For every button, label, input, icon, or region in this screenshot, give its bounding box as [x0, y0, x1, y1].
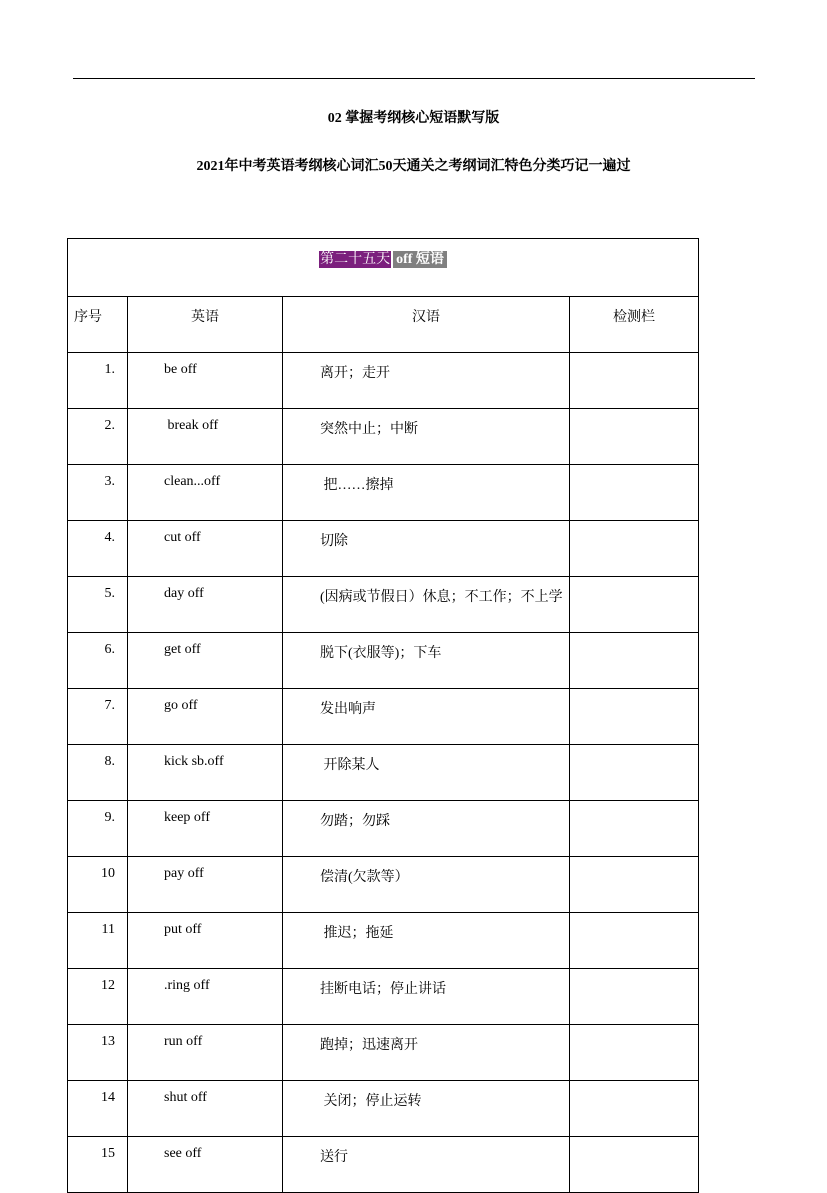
table-title-row — [68, 239, 699, 297]
topic-badge: off 短语 — [393, 251, 447, 268]
table-row — [68, 913, 699, 969]
row-chinese: 送行 — [283, 1137, 570, 1193]
row-english: .ring off — [128, 969, 283, 1025]
row-chinese: 勿踏；勿踩 — [283, 801, 570, 857]
row-english: kick sb.off — [128, 745, 283, 801]
row-number: 5. — [68, 577, 128, 633]
row-english: clean...off — [128, 465, 283, 521]
row-chinese: 离开；走开 — [283, 353, 570, 409]
table-header-row — [68, 297, 699, 353]
table-row — [68, 1081, 699, 1137]
row-chinese: 挂断电话；停止讲话 — [283, 969, 570, 1025]
row-number: 2. — [68, 409, 128, 465]
row-check-field[interactable] — [570, 465, 699, 521]
row-number: 14 — [68, 1081, 128, 1137]
table-row — [68, 1025, 699, 1081]
row-check-field[interactable] — [570, 577, 699, 633]
row-english: pay off — [128, 857, 283, 913]
row-english: run off — [128, 1025, 283, 1081]
table-row — [68, 465, 699, 521]
col-header-english: 英语 — [128, 297, 283, 353]
row-chinese: 突然中止；中断 — [283, 409, 570, 465]
row-chinese: 切除 — [283, 521, 570, 577]
row-english: be off — [128, 353, 283, 409]
day-badge: 第二十五天 — [320, 252, 391, 267]
row-check-field[interactable] — [570, 1137, 699, 1193]
table-body — [68, 353, 699, 1193]
table-row — [68, 1137, 699, 1193]
row-chinese: 把……擦掉 — [283, 465, 570, 521]
row-check-field[interactable] — [570, 857, 699, 913]
row-number: 8. — [68, 745, 128, 801]
row-english: shut off — [128, 1081, 283, 1137]
row-number: 13 — [68, 1025, 128, 1081]
row-number: 12 — [68, 969, 128, 1025]
row-check-field[interactable] — [570, 409, 699, 465]
row-chinese: 开除某人 — [283, 745, 570, 801]
row-chinese: 跑掉；迅速离开 — [283, 1025, 570, 1081]
table-row — [68, 969, 699, 1025]
col-header-chinese: 汉语 — [283, 297, 570, 353]
row-number: 6. — [68, 633, 128, 689]
row-number: 15 — [68, 1137, 128, 1193]
row-number: 11 — [68, 913, 128, 969]
vocab-table — [67, 238, 699, 1193]
row-number: 10 — [68, 857, 128, 913]
row-check-field[interactable] — [570, 633, 699, 689]
table-row — [68, 745, 699, 801]
row-english: go off — [128, 689, 283, 745]
row-check-field[interactable] — [570, 353, 699, 409]
row-number: 9. — [68, 801, 128, 857]
col-header-check: 检测栏 — [570, 297, 699, 353]
table-row — [68, 577, 699, 633]
row-check-field[interactable] — [570, 913, 699, 969]
doc-title: 2021年中考英语考纲核心词汇50天通关之考纲词汇特色分类巧记一遍过 — [196, 159, 631, 174]
row-english: get off — [128, 633, 283, 689]
table-row — [68, 801, 699, 857]
row-number: 4. — [68, 521, 128, 577]
row-english: break off — [128, 409, 283, 465]
row-chinese: 偿清(欠款等） — [283, 857, 570, 913]
row-english: day off — [128, 577, 283, 633]
row-english: cut off — [128, 521, 283, 577]
row-number: 1. — [68, 353, 128, 409]
table-title-cell — [68, 239, 699, 297]
row-check-field[interactable] — [570, 745, 699, 801]
row-english: put off — [128, 913, 283, 969]
table-row — [68, 857, 699, 913]
row-chinese: 发出响声 — [283, 689, 570, 745]
doc-subtitle: 02 掌握考纲核心短语默写版 — [327, 111, 500, 126]
row-check-field[interactable] — [570, 801, 699, 857]
col-header-no: 序号 — [68, 297, 128, 353]
header-rule — [73, 78, 755, 79]
row-check-field[interactable] — [570, 969, 699, 1025]
table-row — [68, 353, 699, 409]
row-check-field[interactable] — [570, 521, 699, 577]
row-check-field[interactable] — [570, 689, 699, 745]
row-number: 3. — [68, 465, 128, 521]
row-number: 7. — [68, 689, 128, 745]
row-chinese: 脱下(衣服等)；下车 — [283, 633, 570, 689]
row-chinese: 关闭；停止运转 — [283, 1081, 570, 1137]
row-check-field[interactable] — [570, 1081, 699, 1137]
row-check-field[interactable] — [570, 1025, 699, 1081]
row-english: see off — [128, 1137, 283, 1193]
table-row — [68, 633, 699, 689]
row-chinese: 推迟；拖延 — [283, 913, 570, 969]
table-row — [68, 521, 699, 577]
row-chinese: (因病或节假日）休息；不工作；不上学 — [283, 577, 570, 633]
table-row — [68, 689, 699, 745]
table-row — [68, 409, 699, 465]
row-english: keep off — [128, 801, 283, 857]
